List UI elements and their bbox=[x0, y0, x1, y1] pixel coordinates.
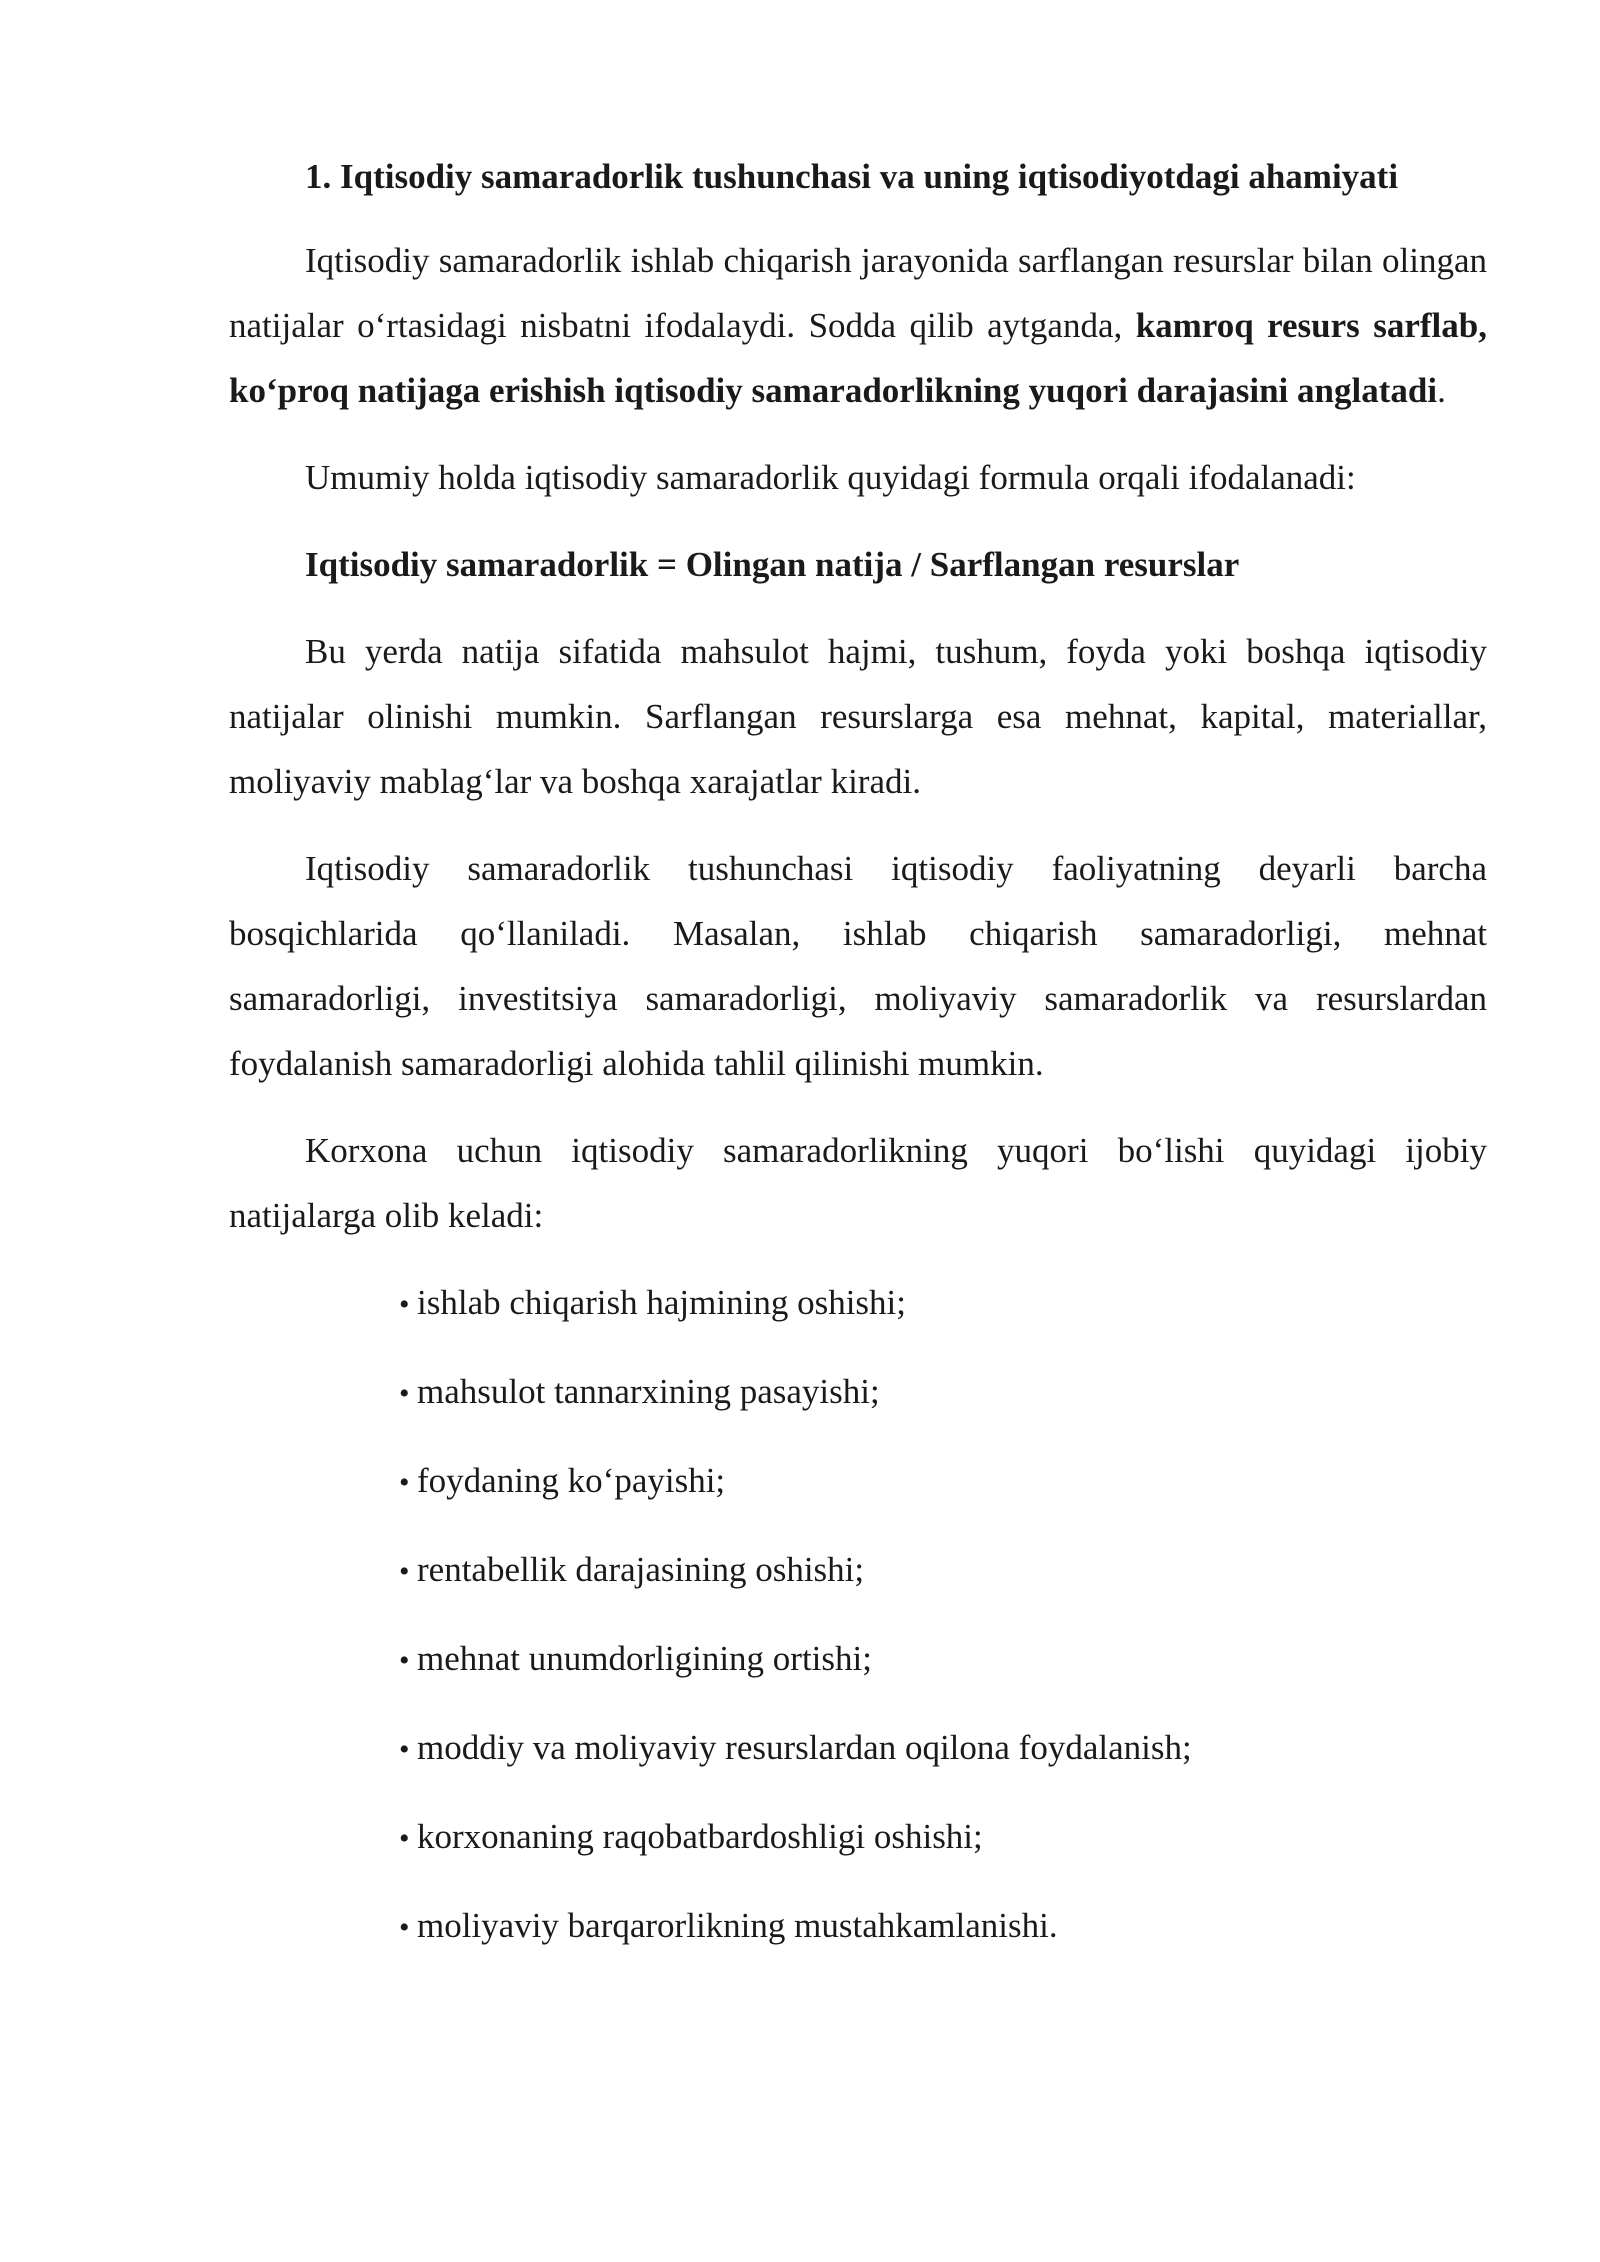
list-item bbox=[399, 1359, 1487, 1426]
paragraph-end: . bbox=[1437, 371, 1446, 410]
list-item-text: moddiy va moliyaviy resurslardan oqilona foydalanish; bbox=[417, 1728, 1192, 1767]
section-heading: 1. Iqtisodiy samaradorlik tushunchasi va uning iqtisodiyotdagi ahamiyati bbox=[305, 157, 1399, 196]
benefits-list bbox=[229, 1270, 1487, 1960]
paragraph-definition bbox=[229, 228, 1487, 423]
bullet-icon: • bbox=[399, 1733, 410, 1766]
list-item bbox=[399, 1270, 1487, 1337]
bullet-icon: • bbox=[399, 1911, 410, 1944]
bullet-icon: • bbox=[399, 1466, 410, 1499]
paragraph-text: Iqtisodiy samaradorlik ishlab chiqarish jarayonida sarflangan resurslar bilan olingan natijalar o‘rtasidagi nisbatni ifodalaydi. Sodda qilib aytganda, bbox=[229, 241, 1487, 345]
bullet-icon: • bbox=[399, 1288, 410, 1321]
list-item-text: moliyaviy barqarorlikning mustahkamlanishi. bbox=[417, 1906, 1058, 1945]
paragraph-explanation: Bu yerda natija sifatida mahsulot hajmi, tushum, foyda yoki boshqa iqtisodiy natijalar olinishi mumkin. Sarflangan resurslarga esa mehnat, kapital, materiallar, moliyaviy mablag‘lar va boshqa xarajatlar kiradi. bbox=[229, 632, 1487, 801]
list-item bbox=[399, 1804, 1487, 1871]
list-item bbox=[399, 1626, 1487, 1693]
bullet-icon: • bbox=[399, 1644, 410, 1677]
list-item-text: ishlab chiqarish hajmining oshishi; bbox=[417, 1283, 906, 1322]
bold-emphasis: kamroq resurs sarflab, ko‘proq natijaga erishish iqtisodiy samaradorlikning yuqori darajasini anglatadi bbox=[229, 306, 1487, 410]
list-item bbox=[399, 1537, 1487, 1604]
formula: Iqtisodiy samaradorlik = Olingan natija / Sarflangan resurslar bbox=[305, 545, 1240, 584]
document-page bbox=[229, 148, 1487, 1982]
paragraph-formula-intro: Umumiy holda iqtisodiy samaradorlik quyidagi formula orqali ifodalanadi: bbox=[305, 458, 1356, 497]
bullet-icon: • bbox=[399, 1377, 410, 1410]
list-item-text: mahsulot tannarxining pasayishi; bbox=[417, 1372, 880, 1411]
paragraph-benefits-intro: Korxona uchun iqtisodiy samaradorlikning yuqori bo‘lishi quyidagi ijobiy natijalarga olib keladi: bbox=[229, 1131, 1487, 1235]
bullet-icon: • bbox=[399, 1822, 410, 1855]
list-item-text: rentabellik darajasining oshishi; bbox=[417, 1550, 865, 1589]
list-item bbox=[399, 1893, 1487, 1960]
list-item-text: korxonaning raqobatbardoshligi oshishi; bbox=[417, 1817, 983, 1856]
paragraph-application: Iqtisodiy samaradorlik tushunchasi iqtisodiy faoliyatning deyarli barcha bosqichlarida qo‘llaniladi. Masalan, ishlab chiqarish samaradorligi, mehnat samaradorligi, investitsiya samaradorligi, moliyaviy samaradorlik va resurslardan foydalanish samaradorligi alohida tahlil qilinishi mumkin. bbox=[229, 849, 1487, 1083]
list-item bbox=[399, 1448, 1487, 1515]
list-item-text: mehnat unumdorligining ortishi; bbox=[417, 1639, 872, 1678]
bullet-icon: • bbox=[399, 1555, 410, 1588]
list-item-text: foydaning ko‘payishi; bbox=[417, 1461, 726, 1500]
list-item bbox=[399, 1715, 1487, 1782]
